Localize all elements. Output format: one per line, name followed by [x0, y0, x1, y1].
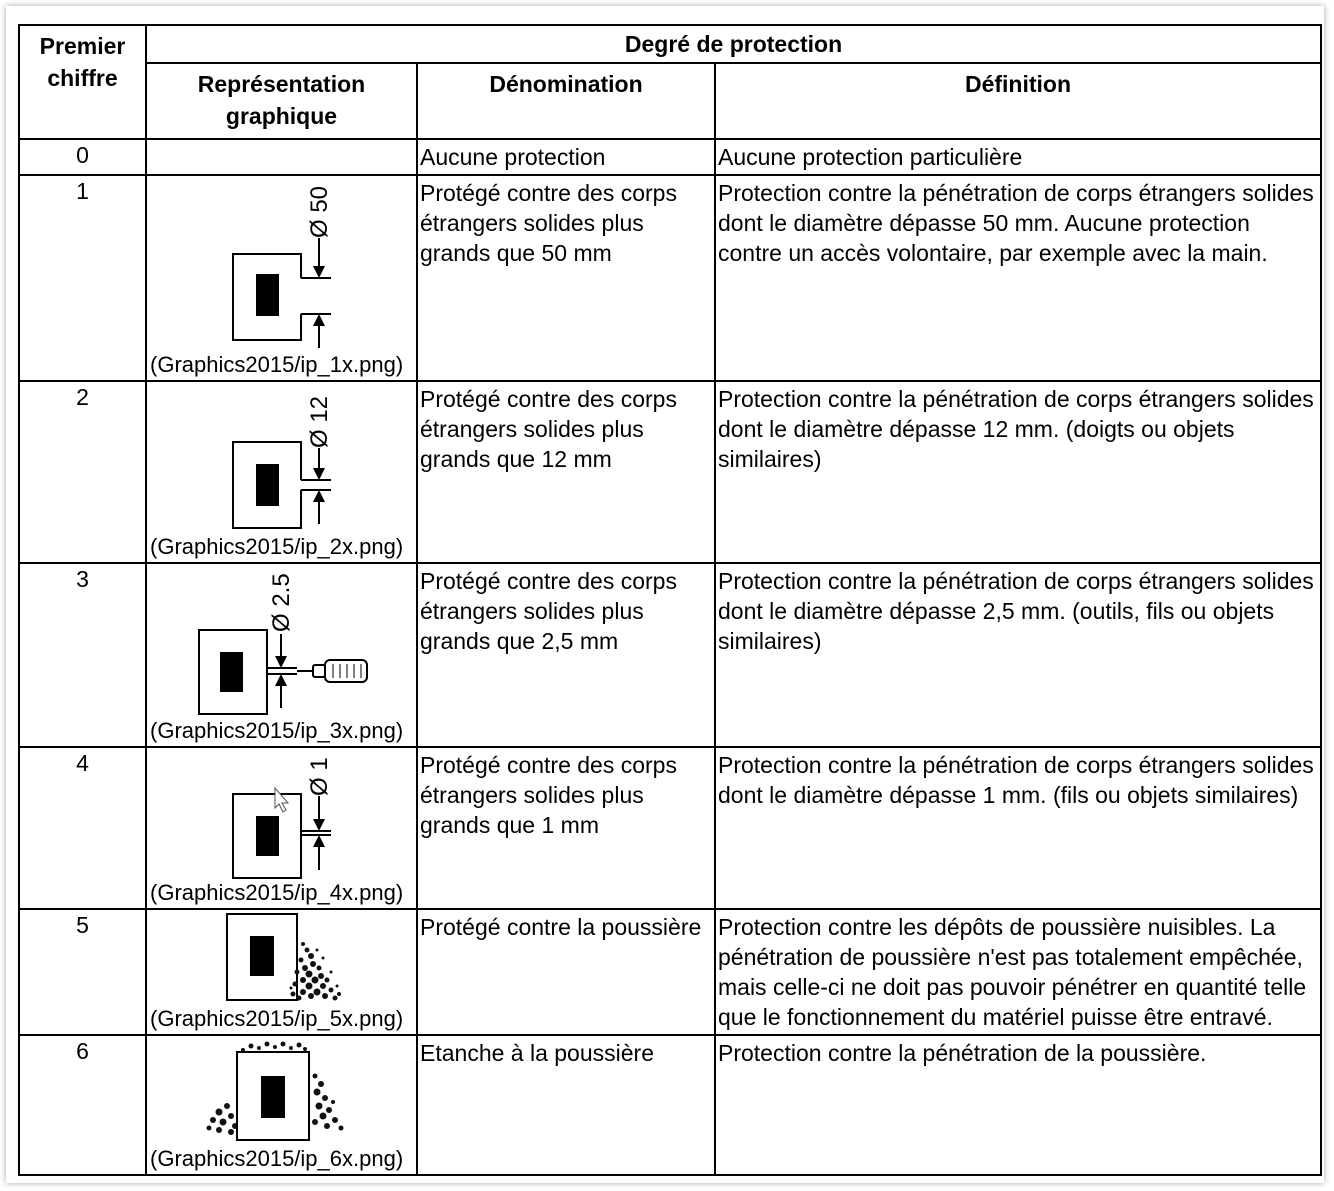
- header-definition: Définition: [715, 63, 1321, 139]
- diameter-label: Ø 2.5: [268, 573, 295, 632]
- diameter-label: Ø 50: [306, 185, 333, 238]
- table-row: [19, 909, 1321, 1035]
- row-graphic: [146, 139, 417, 175]
- row-definition: Protection contre la pénétration de corps étrangers solides dont le diamètre dépasse 50 mm. Aucune protection contre un accès volontaire, par exemple avec la main.: [715, 175, 1321, 381]
- table-row: [19, 747, 1321, 909]
- row-definition: Protection contre la pénétration de corps étrangers solides dont le diamètre dépasse 1 mm. (fils ou objets similaires): [715, 747, 1321, 909]
- graphic-caption: (Graphics2015/ip_4x.png): [150, 880, 404, 905]
- row-number: 1: [19, 175, 146, 381]
- table-row: [19, 1035, 1321, 1175]
- ip-protection-table: [18, 24, 1322, 1176]
- diameter-label: Ø 1: [306, 757, 333, 796]
- row-number: 3: [19, 563, 146, 747]
- table-row: [19, 175, 1321, 381]
- header-row-top: [19, 25, 1321, 63]
- row-denomination: Aucune protection: [417, 139, 715, 175]
- row-definition: Protection contre la pénétration de la poussière.: [715, 1035, 1321, 1175]
- header-denomination: Dénomination: [417, 63, 715, 139]
- row-graphic: [146, 1035, 417, 1175]
- row-definition: Protection contre la pénétration de corps étrangers solides dont le diamètre dépasse 2,5 mm. (outils, fils ou objets similaires): [715, 563, 1321, 747]
- row-number: 0: [19, 139, 146, 175]
- row-definition: Protection contre la pénétration de corps étrangers solides dont le diamètre dépasse 12 mm. (doigts ou objets similaires): [715, 381, 1321, 563]
- row-number: 4: [19, 747, 146, 909]
- header-premier-chiffre: Premier chiffre: [19, 25, 146, 139]
- header-representation: Représentation graphique: [146, 63, 417, 139]
- row-graphic: [146, 747, 417, 909]
- table-row: [19, 139, 1321, 175]
- row-denomination: Protégé contre la poussière: [417, 909, 715, 1035]
- row-definition: Protection contre les dépôts de poussière nuisibles. La pénétration de poussière n'est pas totalement empêchée, mais celle-ci ne doit pas pouvoir pénétrer en quantité telle que le fonctionnement du matériel puisse être entravé.: [715, 909, 1321, 1035]
- row-denomination: Protégé contre des corps étrangers solides plus grands que 50 mm: [417, 175, 715, 381]
- header-degre-protection: Degré de protection: [146, 25, 1321, 63]
- header-row-sub: [19, 63, 1321, 139]
- row-graphic: [146, 909, 417, 1035]
- graphic-caption: (Graphics2015/ip_3x.png): [150, 718, 404, 743]
- row-denomination: Protégé contre des corps étrangers solides plus grands que 2,5 mm: [417, 563, 715, 747]
- row-graphic: [146, 381, 417, 563]
- table-row: [19, 381, 1321, 563]
- row-graphic: [146, 175, 417, 381]
- row-denomination: Protégé contre des corps étrangers solides plus grands que 12 mm: [417, 381, 715, 563]
- row-denomination: Protégé contre des corps étrangers solides plus grands que 1 mm: [417, 747, 715, 909]
- row-definition: Aucune protection particulière: [715, 139, 1321, 175]
- row-denomination: Etanche à la poussière: [417, 1035, 715, 1175]
- graphic-caption: (Graphics2015/ip_5x.png): [150, 1006, 404, 1031]
- graphic-caption: (Graphics2015/ip_6x.png): [150, 1146, 404, 1171]
- table-row: [19, 563, 1321, 747]
- row-number: 2: [19, 381, 146, 563]
- row-number: 5: [19, 909, 146, 1035]
- graphic-caption: (Graphics2015/ip_2x.png): [150, 534, 404, 559]
- row-graphic: [146, 563, 417, 747]
- diameter-label: Ø 12: [306, 395, 333, 448]
- graphic-caption: (Graphics2015/ip_1x.png): [150, 352, 404, 377]
- row-number: 6: [19, 1035, 146, 1175]
